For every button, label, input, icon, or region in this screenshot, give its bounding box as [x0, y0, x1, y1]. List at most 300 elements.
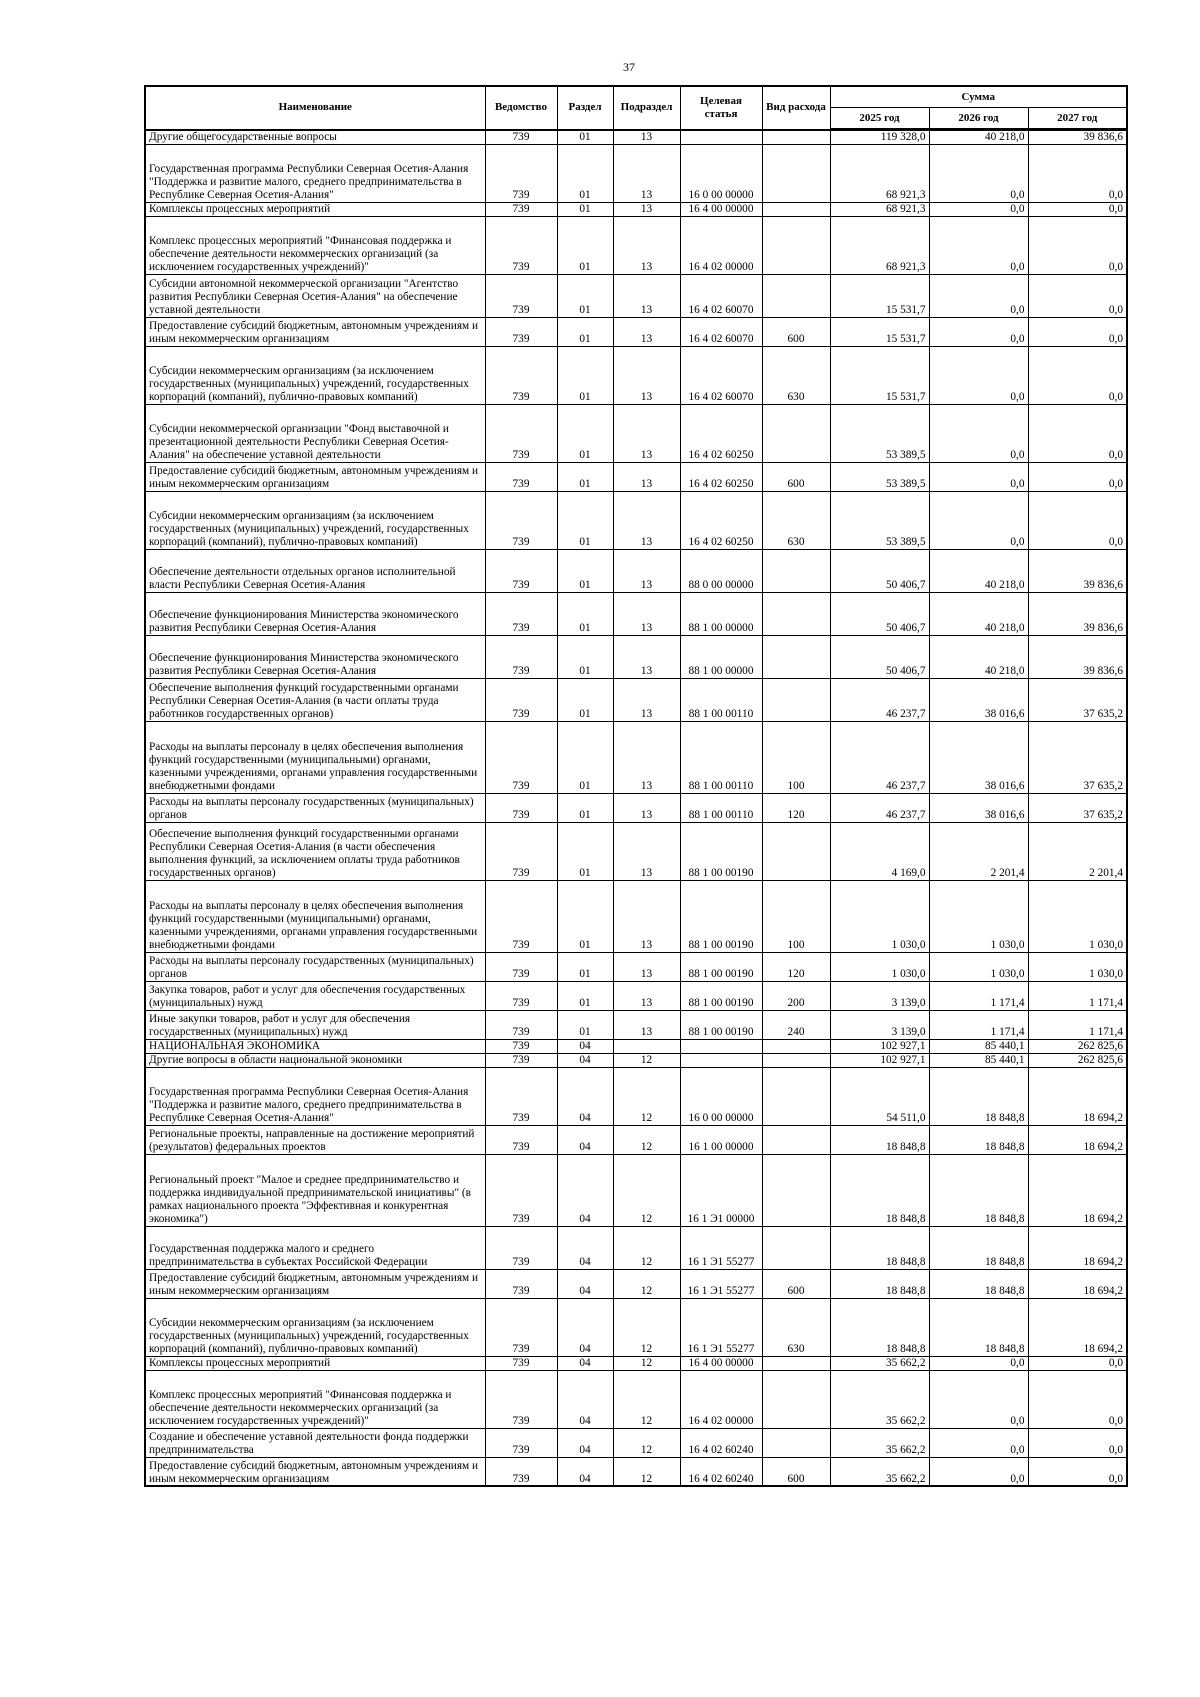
row-dept: 739 — [485, 274, 557, 317]
row-2025: 18 848,8 — [830, 1226, 929, 1269]
row-2026: 0,0 — [929, 202, 1028, 216]
row-2027: 0,0 — [1028, 216, 1127, 274]
row-name: Государственная поддержка малого и среднего предпринимательства в субъектах Российской Федерации — [145, 1226, 485, 1269]
row-name: Субсидии некоммерческим организациям (за исключением государственных (муниципальных) учреждений, государственных корпораций (компаний), публично-правовых компаний) — [145, 1298, 485, 1356]
row-2026: 38 016,6 — [929, 721, 1028, 793]
row-dept: 739 — [485, 1356, 557, 1370]
row-2026: 18 848,8 — [929, 1067, 1028, 1125]
row-name: Государственная программа Республики Северная Осетия-Алания "Поддержка и развитие малого, среднего предпринимательства в Республике Северная Осетия-Алания" — [145, 144, 485, 202]
row-section: 04 — [557, 1370, 613, 1428]
row-exptype — [762, 1226, 830, 1269]
row-target: 16 0 00 00000 — [680, 1067, 762, 1125]
table-row — [145, 1039, 1127, 1053]
row-name: Другие общегосударственные вопросы — [145, 130, 485, 145]
table-row — [145, 346, 1127, 404]
row-exptype — [762, 635, 830, 678]
table-row — [145, 549, 1127, 592]
row-exptype: 120 — [762, 793, 830, 822]
row-dept: 739 — [485, 880, 557, 952]
row-name: Государственная программа Республики Северная Осетия-Алания "Поддержка и развитие малого, среднего предпринимательства в Республике Северная Осетия-Алания" — [145, 1067, 485, 1125]
row-2025: 35 662,2 — [830, 1370, 929, 1428]
row-2026: 0,0 — [929, 1457, 1028, 1486]
row-exptype: 630 — [762, 491, 830, 549]
row-2027: 18 694,2 — [1028, 1226, 1127, 1269]
row-dept: 739 — [485, 1226, 557, 1269]
row-name: Расходы на выплаты персоналу в целях обеспечения выполнения функций государственными (муниципальными) органами, казенными учреждениями, органами управления государственными внебюджетными фондами — [145, 880, 485, 952]
row-name: Субсидии автономной некоммерческой организации "Агентство развития Республики Северная Осетия-Алания" на обеспечение уставной деятельности — [145, 274, 485, 317]
row-exptype — [762, 274, 830, 317]
row-section: 01 — [557, 216, 613, 274]
row-dept: 739 — [485, 635, 557, 678]
row-2025: 1 030,0 — [830, 880, 929, 952]
row-2025: 68 921,3 — [830, 202, 929, 216]
row-name: Предоставление субсидий бюджетным, автономным учреждениям и иным некоммерческим организациям — [145, 1457, 485, 1486]
row-dept: 739 — [485, 317, 557, 346]
row-exptype — [762, 1067, 830, 1125]
row-2027: 0,0 — [1028, 202, 1127, 216]
row-name: Обеспечение функционирования Министерства экономического развития Республики Северная Осетия-Алания — [145, 592, 485, 635]
row-target: 16 4 02 00000 — [680, 1370, 762, 1428]
header-2026: 2026 год — [929, 108, 1028, 130]
row-target: 16 0 00 00000 — [680, 144, 762, 202]
row-2026: 18 848,8 — [929, 1269, 1028, 1298]
row-name: Комплекс процессных мероприятий "Финансовая поддержка и обеспечение деятельности некоммерческих организаций (за исключением государственных учреждений)" — [145, 216, 485, 274]
row-2027: 262 825,6 — [1028, 1039, 1127, 1053]
row-name: Предоставление субсидий бюджетным, автономным учреждениям и иным некоммерческим организациям — [145, 462, 485, 491]
row-name: Субсидии некоммерческой организации "Фонд выставочной и презентационной деятельности Республики Северная Осетия-Алания" на обеспечение уставной деятельности — [145, 404, 485, 462]
row-section: 04 — [557, 1356, 613, 1370]
row-subsection: 13 — [613, 822, 680, 880]
row-2027: 0,0 — [1028, 404, 1127, 462]
row-2027: 39 836,6 — [1028, 549, 1127, 592]
row-2027: 0,0 — [1028, 274, 1127, 317]
row-2026: 40 218,0 — [929, 635, 1028, 678]
table-row — [145, 404, 1127, 462]
row-subsection: 13 — [613, 635, 680, 678]
row-name: Предоставление субсидий бюджетным, автономным учреждениям и иным некоммерческим организациям — [145, 1269, 485, 1298]
row-exptype — [762, 144, 830, 202]
row-subsection: 13 — [613, 880, 680, 952]
row-name: Иные закупки товаров, работ и услуг для обеспечения государственных (муниципальных) нужд — [145, 1010, 485, 1039]
header-subsection: Подраздел — [613, 86, 680, 130]
row-2025: 15 531,7 — [830, 317, 929, 346]
row-section: 01 — [557, 130, 613, 145]
row-target: 16 4 02 60240 — [680, 1457, 762, 1486]
row-subsection: 13 — [613, 462, 680, 491]
row-section: 01 — [557, 1010, 613, 1039]
row-dept: 739 — [485, 144, 557, 202]
table-row — [145, 1226, 1127, 1269]
row-exptype: 630 — [762, 1298, 830, 1356]
row-section: 01 — [557, 981, 613, 1010]
row-2027: 1 030,0 — [1028, 880, 1127, 952]
row-section: 01 — [557, 202, 613, 216]
row-subsection: 12 — [613, 1457, 680, 1486]
row-2027: 18 694,2 — [1028, 1154, 1127, 1226]
row-section: 01 — [557, 404, 613, 462]
row-2026: 85 440,1 — [929, 1039, 1028, 1053]
row-2027: 262 825,6 — [1028, 1053, 1127, 1067]
table-row — [145, 1053, 1127, 1067]
row-target: 88 1 00 00190 — [680, 1010, 762, 1039]
row-exptype: 240 — [762, 1010, 830, 1039]
row-2025: 50 406,7 — [830, 549, 929, 592]
row-section: 01 — [557, 346, 613, 404]
row-name: Расходы на выплаты персоналу государственных (муниципальных) органов — [145, 952, 485, 981]
table-row — [145, 880, 1127, 952]
table-row — [145, 144, 1127, 202]
row-dept: 739 — [485, 981, 557, 1010]
row-2026: 0,0 — [929, 274, 1028, 317]
row-target: 16 1 Э1 55277 — [680, 1226, 762, 1269]
row-2027: 0,0 — [1028, 317, 1127, 346]
row-2027: 1 171,4 — [1028, 981, 1127, 1010]
row-target: 16 4 02 60250 — [680, 462, 762, 491]
row-name: Обеспечение выполнения функций государственными органами Республики Северная Осетия-Алания (в части оплаты труда работников государственных органов) — [145, 678, 485, 721]
table-row — [145, 721, 1127, 793]
row-2025: 46 237,7 — [830, 793, 929, 822]
row-section: 01 — [557, 274, 613, 317]
row-2025: 46 237,7 — [830, 678, 929, 721]
row-subsection: 12 — [613, 1428, 680, 1457]
row-exptype — [762, 216, 830, 274]
row-subsection: 13 — [613, 592, 680, 635]
row-name: Другие вопросы в области национальной экономики — [145, 1053, 485, 1067]
row-subsection: 13 — [613, 130, 680, 145]
table-row — [145, 1428, 1127, 1457]
row-2025: 18 848,8 — [830, 1298, 929, 1356]
table-row — [145, 1356, 1127, 1370]
row-section: 01 — [557, 549, 613, 592]
row-2026: 0,0 — [929, 491, 1028, 549]
page-number: 37 — [623, 60, 635, 74]
table-row — [145, 202, 1127, 216]
row-name: Предоставление субсидий бюджетным, автономным учреждениям и иным некоммерческим организациям — [145, 317, 485, 346]
row-target: 16 1 Э1 55277 — [680, 1298, 762, 1356]
row-target: 16 1 Э1 00000 — [680, 1154, 762, 1226]
row-subsection — [613, 1039, 680, 1053]
table-row — [145, 1010, 1127, 1039]
row-name: Обеспечение функционирования Министерства экономического развития Республики Северная Осетия-Алания — [145, 635, 485, 678]
row-2025: 18 848,8 — [830, 1125, 929, 1154]
row-target: 88 1 00 00000 — [680, 635, 762, 678]
row-target: 88 1 00 00190 — [680, 822, 762, 880]
row-2026: 0,0 — [929, 1370, 1028, 1428]
row-section: 04 — [557, 1039, 613, 1053]
row-exptype — [762, 202, 830, 216]
header-exptype: Вид расхода — [762, 86, 830, 130]
row-target: 88 1 00 00110 — [680, 793, 762, 822]
row-name: Комплекс процессных мероприятий "Финансовая поддержка и обеспечение деятельности некоммерческих организаций (за исключением государственных учреждений)" — [145, 1370, 485, 1428]
row-subsection: 12 — [613, 1298, 680, 1356]
row-dept: 739 — [485, 216, 557, 274]
row-2025: 53 389,5 — [830, 404, 929, 462]
row-dept: 739 — [485, 678, 557, 721]
row-exptype — [762, 1125, 830, 1154]
row-section: 04 — [557, 1428, 613, 1457]
row-2025: 15 531,7 — [830, 274, 929, 317]
row-name: Расходы на выплаты персоналу государственных (муниципальных) органов — [145, 793, 485, 822]
row-2025: 53 389,5 — [830, 462, 929, 491]
row-2025: 68 921,3 — [830, 144, 929, 202]
row-2027: 37 635,2 — [1028, 678, 1127, 721]
row-name: Расходы на выплаты персоналу в целях обеспечения выполнения функций государственными (муниципальными) органами, казенными учреждениями, органами управления государственными внебюджетными фондами — [145, 721, 485, 793]
row-dept: 739 — [485, 822, 557, 880]
row-subsection: 12 — [613, 1125, 680, 1154]
table-row — [145, 1125, 1127, 1154]
row-2025: 50 406,7 — [830, 635, 929, 678]
row-2027: 0,0 — [1028, 462, 1127, 491]
table-row — [145, 1370, 1127, 1428]
row-2026: 40 218,0 — [929, 130, 1028, 145]
table-row — [145, 1067, 1127, 1125]
row-target: 16 1 Э1 55277 — [680, 1269, 762, 1298]
row-section: 01 — [557, 793, 613, 822]
row-name: Региональные проекты, направленные на достижение мероприятий (результатов) федеральных проектов — [145, 1125, 485, 1154]
row-subsection: 13 — [613, 274, 680, 317]
row-target — [680, 1039, 762, 1053]
row-target: 16 4 02 60240 — [680, 1428, 762, 1457]
row-2027: 37 635,2 — [1028, 793, 1127, 822]
row-section: 04 — [557, 1125, 613, 1154]
row-target: 16 4 02 60250 — [680, 491, 762, 549]
row-section: 01 — [557, 880, 613, 952]
row-2027: 0,0 — [1028, 346, 1127, 404]
row-2025: 35 662,2 — [830, 1428, 929, 1457]
row-section: 01 — [557, 635, 613, 678]
row-subsection: 12 — [613, 1053, 680, 1067]
row-2025: 53 389,5 — [830, 491, 929, 549]
row-exptype — [762, 1053, 830, 1067]
row-2027: 1 171,4 — [1028, 1010, 1127, 1039]
row-target: 88 1 00 00190 — [680, 952, 762, 981]
row-dept: 739 — [485, 952, 557, 981]
row-2026: 2 201,4 — [929, 822, 1028, 880]
row-2027: 37 635,2 — [1028, 721, 1127, 793]
row-dept: 739 — [485, 130, 557, 145]
table-row — [145, 678, 1127, 721]
row-2026: 1 171,4 — [929, 981, 1028, 1010]
row-subsection: 13 — [613, 404, 680, 462]
row-section: 01 — [557, 822, 613, 880]
table-row — [145, 1269, 1127, 1298]
row-name: Региональный проект "Малое и среднее предпринимательство и поддержка индивидуальной предпринимательской инициативы" (в рамках национального проекта "Эффективная и конкурентная экономика") — [145, 1154, 485, 1226]
row-dept: 739 — [485, 721, 557, 793]
row-subsection: 13 — [613, 1010, 680, 1039]
row-target: 88 1 00 00110 — [680, 678, 762, 721]
row-2025: 3 139,0 — [830, 1010, 929, 1039]
row-exptype — [762, 1039, 830, 1053]
row-subsection: 13 — [613, 144, 680, 202]
row-exptype — [762, 1154, 830, 1226]
row-exptype: 600 — [762, 462, 830, 491]
row-target: 16 1 00 00000 — [680, 1125, 762, 1154]
row-2027: 0,0 — [1028, 491, 1127, 549]
row-2026: 0,0 — [929, 462, 1028, 491]
row-dept: 739 — [485, 1298, 557, 1356]
row-2027: 2 201,4 — [1028, 822, 1127, 880]
row-exptype: 600 — [762, 1269, 830, 1298]
row-section: 04 — [557, 1226, 613, 1269]
row-section: 04 — [557, 1298, 613, 1356]
row-2026: 0,0 — [929, 1356, 1028, 1370]
row-subsection: 13 — [613, 678, 680, 721]
row-section: 01 — [557, 462, 613, 491]
row-2026: 18 848,8 — [929, 1298, 1028, 1356]
row-subsection: 12 — [613, 1356, 680, 1370]
row-name: Обеспечение деятельности отдельных органов исполнительной власти Республики Северная Осетия-Алания — [145, 549, 485, 592]
row-2026: 38 016,6 — [929, 678, 1028, 721]
row-2027: 18 694,2 — [1028, 1125, 1127, 1154]
row-2026: 0,0 — [929, 144, 1028, 202]
row-exptype — [762, 404, 830, 462]
row-target: 88 1 00 00190 — [680, 880, 762, 952]
row-exptype — [762, 130, 830, 145]
row-2026: 1 030,0 — [929, 880, 1028, 952]
table-row — [145, 274, 1127, 317]
row-2025: 50 406,7 — [830, 592, 929, 635]
row-dept: 739 — [485, 549, 557, 592]
row-subsection: 12 — [613, 1370, 680, 1428]
row-2025: 1 030,0 — [830, 952, 929, 981]
row-2026: 18 848,8 — [929, 1125, 1028, 1154]
row-dept: 739 — [485, 1269, 557, 1298]
row-2026: 0,0 — [929, 404, 1028, 462]
row-2026: 18 848,8 — [929, 1154, 1028, 1226]
row-2027: 39 836,6 — [1028, 635, 1127, 678]
table-row — [145, 1457, 1127, 1486]
row-2026: 0,0 — [929, 1428, 1028, 1457]
row-2026: 85 440,1 — [929, 1053, 1028, 1067]
table-row — [145, 1298, 1127, 1356]
row-subsection: 13 — [613, 346, 680, 404]
row-target: 88 1 00 00190 — [680, 981, 762, 1010]
row-2025: 15 531,7 — [830, 346, 929, 404]
row-2026: 1 030,0 — [929, 952, 1028, 981]
row-2027: 39 836,6 — [1028, 592, 1127, 635]
row-dept: 739 — [485, 1154, 557, 1226]
row-dept: 739 — [485, 1067, 557, 1125]
row-exptype — [762, 1428, 830, 1457]
row-exptype: 100 — [762, 721, 830, 793]
row-2025: 68 921,3 — [830, 216, 929, 274]
row-target: 88 1 00 00000 — [680, 592, 762, 635]
table-row — [145, 491, 1127, 549]
header-dept: Ведомство — [485, 86, 557, 130]
row-2025: 35 662,2 — [830, 1356, 929, 1370]
row-section: 04 — [557, 1053, 613, 1067]
row-subsection: 13 — [613, 491, 680, 549]
row-2025: 18 848,8 — [830, 1154, 929, 1226]
row-2027: 18 694,2 — [1028, 1298, 1127, 1356]
row-dept: 739 — [485, 1039, 557, 1053]
row-section: 01 — [557, 317, 613, 346]
row-2026: 0,0 — [929, 346, 1028, 404]
row-2025: 35 662,2 — [830, 1457, 929, 1486]
table-header — [145, 86, 1127, 130]
row-exptype — [762, 549, 830, 592]
header-target: Целевая статья — [680, 86, 762, 130]
row-name: Субсидии некоммерческим организациям (за исключением государственных (муниципальных) учреждений, государственных корпораций (компаний), публично-правовых компаний) — [145, 346, 485, 404]
table-row — [145, 317, 1127, 346]
row-section: 01 — [557, 721, 613, 793]
row-2025: 102 927,1 — [830, 1039, 929, 1053]
row-2027: 1 030,0 — [1028, 952, 1127, 981]
row-subsection: 13 — [613, 981, 680, 1010]
row-exptype: 120 — [762, 952, 830, 981]
budget-table — [144, 85, 1128, 1487]
row-subsection: 13 — [613, 793, 680, 822]
row-subsection: 13 — [613, 317, 680, 346]
row-exptype — [762, 1370, 830, 1428]
row-2026: 18 848,8 — [929, 1226, 1028, 1269]
row-2025: 4 169,0 — [830, 822, 929, 880]
row-subsection: 13 — [613, 549, 680, 592]
table-row — [145, 216, 1127, 274]
row-2025: 18 848,8 — [830, 1269, 929, 1298]
row-2027: 18 694,2 — [1028, 1269, 1127, 1298]
row-name: Комплексы процессных мероприятий — [145, 202, 485, 216]
row-target — [680, 130, 762, 145]
row-2026: 40 218,0 — [929, 592, 1028, 635]
row-exptype — [762, 822, 830, 880]
row-exptype: 630 — [762, 346, 830, 404]
row-exptype — [762, 592, 830, 635]
row-2026: 0,0 — [929, 216, 1028, 274]
row-2027: 18 694,2 — [1028, 1067, 1127, 1125]
row-section: 04 — [557, 1269, 613, 1298]
row-subsection: 12 — [613, 1154, 680, 1226]
header-name: Наименование — [145, 86, 485, 130]
row-2025: 46 237,7 — [830, 721, 929, 793]
table-row — [145, 592, 1127, 635]
row-exptype — [762, 1356, 830, 1370]
row-exptype: 200 — [762, 981, 830, 1010]
row-2026: 40 218,0 — [929, 549, 1028, 592]
row-2027: 39 836,6 — [1028, 130, 1127, 145]
row-target: 16 4 02 00000 — [680, 216, 762, 274]
table-body — [145, 130, 1127, 1487]
row-section: 04 — [557, 1067, 613, 1125]
row-target: 16 4 02 60070 — [680, 317, 762, 346]
row-target — [680, 1053, 762, 1067]
row-subsection: 12 — [613, 1269, 680, 1298]
row-target: 16 4 02 60070 — [680, 274, 762, 317]
row-dept: 739 — [485, 491, 557, 549]
row-section: 04 — [557, 1154, 613, 1226]
row-exptype: 600 — [762, 317, 830, 346]
row-2027: 0,0 — [1028, 1457, 1127, 1486]
row-dept: 739 — [485, 793, 557, 822]
row-exptype: 100 — [762, 880, 830, 952]
header-2025: 2025 год — [830, 108, 929, 130]
row-2025: 119 328,0 — [830, 130, 929, 145]
table-row — [145, 1154, 1127, 1226]
row-2025: 54 511,0 — [830, 1067, 929, 1125]
row-subsection: 13 — [613, 952, 680, 981]
row-section: 01 — [557, 952, 613, 981]
row-target: 16 4 02 60070 — [680, 346, 762, 404]
row-dept: 739 — [485, 462, 557, 491]
row-2027: 0,0 — [1028, 1428, 1127, 1457]
row-section: 01 — [557, 491, 613, 549]
row-subsection: 13 — [613, 216, 680, 274]
table-row — [145, 130, 1127, 145]
row-dept: 739 — [485, 1428, 557, 1457]
row-2025: 3 139,0 — [830, 981, 929, 1010]
row-section: 01 — [557, 144, 613, 202]
row-target: 88 0 00 00000 — [680, 549, 762, 592]
